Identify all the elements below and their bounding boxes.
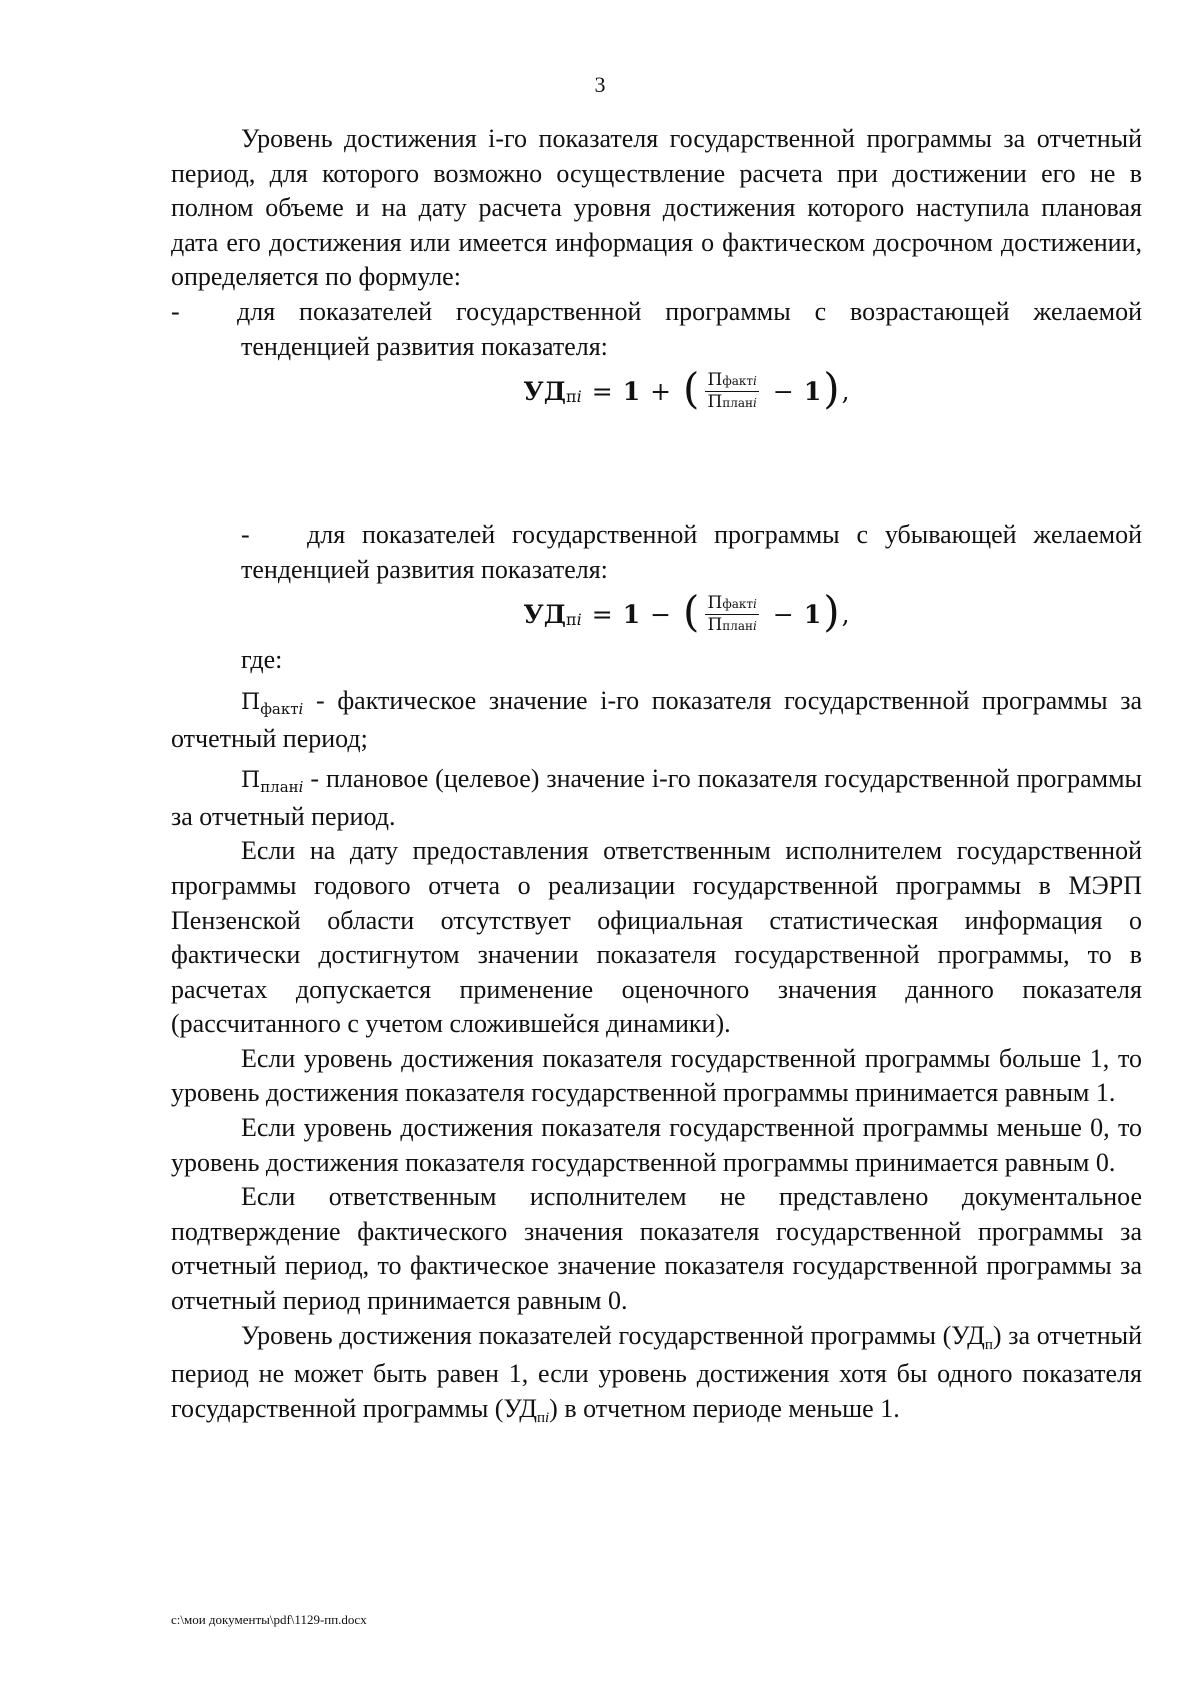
page-number: 3 (594, 72, 606, 97)
where-label: где: (241, 645, 283, 675)
paragraph-achievement-level: Уровень достижения i-го показателя государственной программы за отчетный период, для которого возможно осуществление расчета при достижении его не в полном объеме и на дату расчета уровня достижения которого наступила плановая дата его достижения или имеется информация о фактическом досрочном достижении, определяется по формуле: (171, 124, 1142, 292)
dash-mark: - (171, 296, 180, 326)
definition-plan (171, 762, 1142, 834)
definition-fact-text: - фактическое значение i-го показателя государственной программы за отчетный период; (171, 685, 1142, 753)
definition-fact (171, 684, 1142, 756)
paragraph-estimate: Если на дату предоставления ответственным исполнителем государственной программы годового отчета о реализации государственной программы в МЭРП Пензенской области отсутствует официальная статистическая информация о фактически достигнутом значении показателя государственной программы, то в расчетах допускается применение оценочного значения данного показателя (рассчитанного с учетом сложившейся динамики). (171, 836, 1142, 1039)
definition-plan-text: - плановое (целевое) значение i-го показателя государственной программы за отчетный период. (171, 764, 1142, 831)
list-item-decreasing-text: для показателей государственной программы с убывающей желаемой тенденцией развития показателя: (241, 520, 1142, 584)
paragraph-greater-than-one: Если уровень достижения показателя государственной программы больше 1, то уровень достижения показателя государственной программы принимается равным 1. (171, 1043, 1142, 1108)
dash-mark: - (241, 520, 250, 550)
paragraph-no-confirmation: Если ответственным исполнителем не представлено документальное подтверждение фактического значения показателя государственной программы за отчетный период, то фактическое значение показателя государственной программы за отчетный период принимается равным 0. (171, 1182, 1142, 1316)
list-item-increasing-text: для показателей государственной программы с возрастающей желаемой тенденцией развития показателя: (237, 296, 1142, 361)
fraction-fact-over-plan: $\frac{\text{Пфактi}}{\text{Ппланi}}$ (707, 592, 757, 635)
list-item-increasing (171, 295, 1142, 364)
paragraph-less-than-zero: Если уровень достижения показателя государственной программы меньше 0, то уровень достижения показателя государственной программы принимается равным 0. (171, 1113, 1142, 1177)
fraction-fact-over-plan: $\frac{\text{Пфактi}}{\text{Ппланi}}$ (707, 369, 757, 412)
formula-decreasing: УД пi = 1 − ( $\frac{\text{Пфактi}}{\text{Ппланi}}$ − 1 ) , (523, 587, 850, 637)
document-body (171, 122, 1142, 1430)
formula-increasing: УД пi = 1 + ( $\frac{\text{Пфактi}}{\text{Ппланi}}$ − 1 ) , (523, 364, 850, 414)
list-item-decreasing (171, 518, 1142, 587)
paragraph-overall-level: Уровень достижения показателей государственной программы (УДп) за отчетный период не может быть равен 1, если уровень достижения хотя бы одного показателя государственной программы (УДпi) в отчетном периоде меньше 1. (171, 1320, 1143, 1426)
definition-fact-term: $П_{фактi}$ (241, 689, 304, 718)
definition-plan-term: $П_{планi}$ (241, 768, 304, 797)
footer-file-path: c:\мои документы\pdf\1129-пп.docx (171, 1612, 367, 1627)
